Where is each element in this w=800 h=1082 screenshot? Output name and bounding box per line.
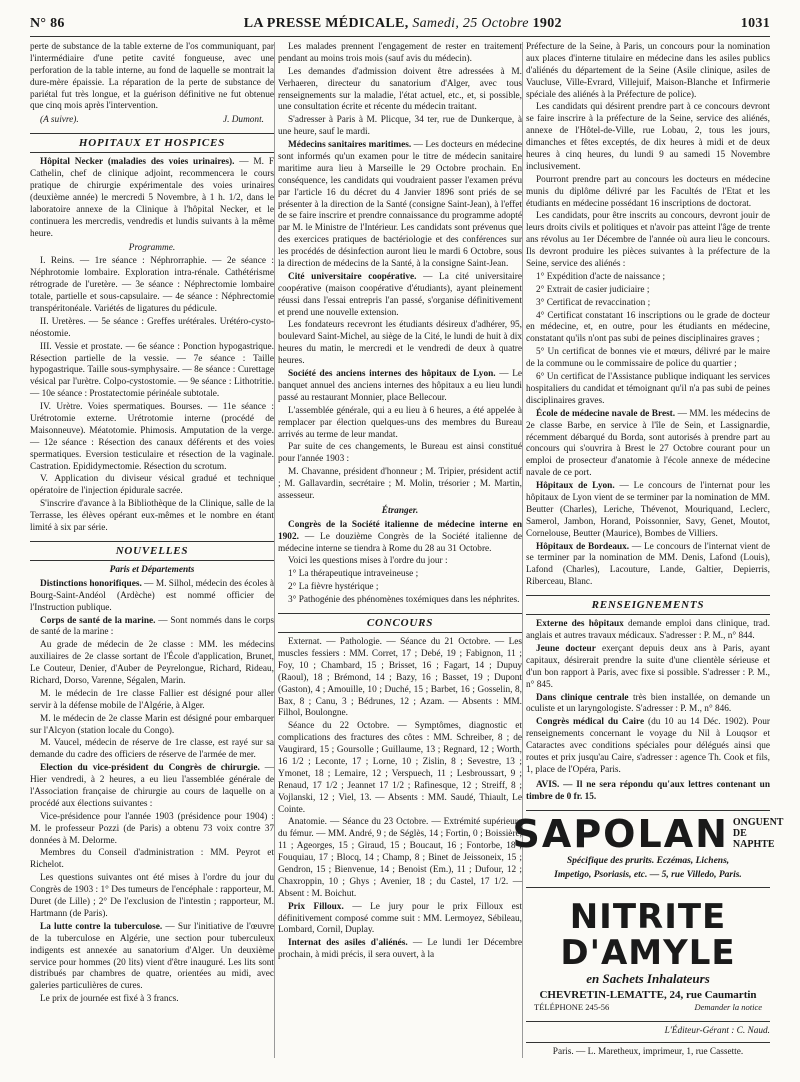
article-paragraph: Par suite de ces changements, le Bureau est ainsi constitué pour l'année 1903 : [278, 442, 522, 465]
to-be-continued: (A suivre). [40, 115, 79, 126]
list-item: 2° La fièvre hystérique ; [288, 582, 379, 593]
article-paragraph: M. Chavanne, président d'honneur ; M. Tripier, président actif ; M. Gallavardin, secrétaire ; M. Molin, trésorier ; M. Martin, assesseur. [278, 467, 522, 501]
article-tuberculose [30, 922, 274, 993]
nitrite-contact-row [526, 1002, 770, 1013]
column-left [30, 42, 274, 1058]
ad-heading: Congrès médical du Caire [536, 717, 645, 728]
programme-item: IV. Urètre. Voies spermatiques. Bourses. — 11e séance : Urétrotomie externe. Urétrotomie interne (procédé de Maisonneuve). Méatotomie. Phimosis. Amputation de la verge. — 12e séance : Résection des canaux déférents et des voies spermatiques. Eversion testiculaire et résection de la vaginale. Castration. Epididymectomie. Résection du scrotum. [30, 402, 274, 472]
article-cite-universitaire [278, 272, 522, 320]
ad-body: exerçant depuis deux ans à Paris, ayant capitaux, désirerait prendre la suite d'une clientèle sérieuse et d'un bon rapport à Paris, avec fixe si possible. S'adresser : P. M., n° 845. [526, 643, 771, 690]
article-paragraph: Anatomie. — Séance du 23 Octobre. — Extrémité supérieure du fémur. — MM. André, 9 ; de Séglès, 14 ; Fortin, 0 ; Boissière, 11 ; Ageorges, 15 ; Giraud, 15 ; Boucaut, 16 ; Fontorbe, 18 ; Fouquiau, 17 ; Blocq, 14 ; Champ, 8 ; Binet de Jeissoneix, 15 ; Gendron, 15 ; Bienvenue, 14 ; Benoist (Em.), 11 ; Dufour, 12 ; Chaxroppin, 10 ; Ghys ; Avenier, 18 ; du Castel, 17 1/2. — Absent : M. Boichut. [278, 817, 522, 899]
article-body: — Le jury pour le prix Filloux est définitivement composé comme suit : MM. Lermoyez, Sébileau, Lombard, Cornil, Duplay. [278, 901, 522, 936]
article-paragraph: Externat. — Pathologie. — Séance du 21 Octobre. — Les muscles fessiers : MM. Corret, 17 ; Debé, 19 ; Fabignon, 11 ; Foy, 10 ; Chambard, 15 ; Brisset, 16 ; Fagart, 14 ; Dupuy (Raoul), 18 ; Brémond, 14 ; Bazy, 16 ; Basset, 19 ; Dupont (Gaston), 4 ; Amouille, 10 ; Duché, 15 ; Barbet, 16 ; Gosselin, 8, Bax, 8 ; Canu, 3 ; Bédrunes, 12 ; Azam. — Absents : MM. Filhol, Boulongne. [278, 637, 522, 719]
article-heading: Hôpitaux de Bordeaux. [536, 541, 630, 552]
sapolan-title-row [512, 811, 784, 856]
article-prix-filloux [278, 902, 522, 938]
list-item: 1° Expédition d'acte de naissance ; [536, 271, 666, 282]
nitrite-subtitle: en Sachets Inhalateurs [586, 971, 710, 987]
sapolan-description: Spécifique des prurits. Eczémas, Lichens, [566, 855, 730, 866]
ad-heading: Externe des hôpitaux [536, 619, 624, 630]
section-title-hopitaux: HOPITAUX ET HOSPICES [30, 133, 274, 153]
article-paragraph: Les malades prennent l'engagement de rester en traitement pendant au moins trois mois (sauf avis du médecin). [278, 42, 522, 64]
article-paragraph: Pourront prendre part au concours les docteurs en médecine munis du diplôme délivré par les Facultés de l'Etat et les étudiants en médecine possédant 16 inscriptions de doctorat. [526, 174, 770, 209]
classified-ad [526, 717, 770, 776]
sapolan-side-line: ONGUENT [732, 817, 784, 829]
article-heading: Election du vice-président du Congrès de chirurgie. [40, 763, 260, 774]
list-item: 6° Un certificat de l'Assistance publique indiquant les services hospitaliers du candidat et témoignant qu'il n'a pas subi de peines disciplinaires graves. [526, 372, 770, 406]
header-rule [30, 36, 770, 37]
article-election [30, 763, 274, 811]
article-signature [30, 115, 274, 127]
footer-rule [526, 1042, 770, 1043]
subsection-title: Étranger. [381, 505, 419, 516]
article-body: — Le concours de l'internat pour les hôpitaux de Lyon vient de se terminer par la nomination de MM. Beutter (Charles), Leriche, Thévenot, Mouriquand, Leclerc, Samerol, Jambon, Horand, Poissonnier, Savy, Genet, Moutot, Cornelouse, Beutter (Maurice), Bombes de Villiers. [526, 481, 770, 539]
article-paragraph: M. Vaucel, médecin de réserve de 1re classe, est rayé sur sa demande du cadre des officiers de réserve de l'armée de mer. [30, 738, 274, 761]
advertisement-nitrite [526, 887, 770, 1013]
issue-date: Samedi, 25 Octobre [412, 16, 529, 31]
programme-item: I. Reins. — 1re séance : Néphrorraphie. — 2e séance : Néphrotomie lombaire. Exploration intra-rénale. Cathétérisme rétrograde de l'uretère. — 3e séance : Néphrectomie lombaire totale, partielle et sous-capsulaire. — 4e séance : Néphrectomie transpéritonéale. Variétés de ligatures du pédicule. [30, 256, 274, 314]
list-item: 3° Certificat de revaccination ; [536, 297, 651, 308]
article-paragraph: Préfecture de la Seine, à Paris, un concours pour la nomination aux places d'interne titulaire en médecine dans les asiles publics d'aliénés du département de la Seine (Asile clinique, asiles de Vaucluse, Ville-Evrard, Villejuif, Maison-Blanche et Infirmerie spéciale des aliénés à la Préfecture de police). [526, 42, 770, 100]
ad-body: (du 10 au 14 Déc. 1902). Pour renseignements concernant le voyage du Nil à Louqsor et Cataractes avec conditions spéciales pour délégués ainsi que routes et prix jusqu'au Caire, s'adresser : agence Th. Cook et fils, 1, place de l'Opéra, Paris. [526, 717, 770, 775]
subsection-title: Paris et Départements [109, 565, 195, 575]
article-body: — La cité universitaire coopérative (maison coopérative d'étudiants), ayant pleinement réussi dans l'essai entrepris l'an passé, s'organise définitivement et prend une nouvelle extension. [278, 271, 522, 318]
advertisement-sapolan [512, 810, 784, 881]
list-item: 3° Pathogénie des phénomènes toxémiques dans les néphrites. [288, 595, 520, 606]
ad-heading: Jeune docteur [536, 643, 596, 654]
section-title-concours: CONCOURS [278, 613, 522, 633]
section-title-renseignements: RENSEIGNEMENTS [526, 595, 770, 615]
article-paragraph: L'assemblée générale, qui a eu lieu à 6 heures, a été appelée à remplacer par élection quelques-uns des membres du Bureau arrivés au terme de leur mandat. [278, 405, 522, 440]
article-body: — M. Silhol, médecin des écoles à Bourg-Saint-Andéol (Ardèche) est nommé officier de l'Instruction publique. [30, 578, 274, 613]
article-heading: Corps de santé de la marine. [40, 615, 156, 626]
article-hopitaux-lyon [526, 481, 770, 540]
article-paragraph: Les candidats, pour être inscrits au concours, devront jouir de leurs droits civils et politiques et n'avoir pas atteint l'âge de trente ans révolus au 1er Décembre de l'année où aura lieu le concours. Ils devront produire les pièces suivantes à la préfecture de la Seine, service des aliénés : [526, 211, 770, 270]
continued-article-text: perte de substance de la table externe de l'os communiquant, par l'intermédiaire d'une petite cavité fongueuse, avec une perforation de la table interne, au fond de laquelle se montrait la dure-mère épaissie. La réparation de la perte de substance de pariétal fut très longue, et la guérison définitive ne fut obtenue que cinq mois après l'intervention. [30, 42, 274, 112]
publisher-footer [526, 1021, 770, 1059]
article-paragraph: Les fondateurs recevront les étudiants désireux d'adhérer, 95, boulevard Saint-Michel, au siège de la Cité, le lundi de huit à dix heures du matin, le mercredi et le vendredi de deux à quatre heures. [278, 320, 522, 367]
avis-notice: AVIS. — Il ne sera répondu qu'aux lettres contenant un timbre de 0 fr. 15. [526, 779, 770, 802]
article-heading: Hôpitaux de Lyon. [536, 481, 615, 492]
article-heading: Internat des asiles d'aliénés. [288, 938, 408, 949]
article-paragraph: Séance du 22 Octobre. — Symptômes, diagnostic et complications des fractures des côtes : MM. Schreiber, 8 ; de Vaugirard, 15 ; Goursolle ; Guillaume, 13 ; Regnard, 12 ; Worth, 16 1/2 ; Leconte, 17 ; Lorne, 10 ; Zislin, 8 ; Sevestre, 13 ; Ymonet, 18 ; Lemaire, 12 ; Verspuech, 11 ; Lesbroussart, 9 ; Renaud, 17 1/2 ; Jeannet 17 1/2 ; Rafinesque, 12 ; Streiff, 8 ; Vojlanski, 12 ; Viel, 13. — Absents : MM. Saudé, Thiault, Le Cointe. [278, 721, 522, 815]
article-body: — Le concours de l'internat vient de se terminer par la nomination de MM. Denis, Lafond (Louis), Lafond (Charles), Lacouture, Lande, Galtier, Depierris, Riberceau, Blanc. [526, 541, 770, 588]
article-internat-asiles [278, 938, 522, 962]
article-paragraph: Vice-présidence pour l'année 1903 (présidence pour 1904) : M. le professeur Pozzi (de Paris) a obtenu 73 voix contre 37 données à M. Delorme. [30, 811, 274, 846]
sapolan-side-line: DE NAPHTE [732, 828, 775, 851]
article-heading: Cité universitaire coopérative. [288, 271, 417, 282]
editor-line: L'Éditeur-Gérant : C. Naud. [664, 1025, 770, 1036]
article-distinctions [30, 579, 274, 615]
article-paragraph: Le prix de journée est fixé à 3 francs. [40, 994, 179, 1005]
column-separator [522, 42, 523, 1058]
page-header [30, 16, 770, 34]
nitrite-address: CHEVRETIN-LEMATTE, 24, rue Caumartin [539, 988, 757, 1001]
article-body: — Le banquet annuel des anciens internes des hôpitaux a eu lieu lundi passé au restaurant Monnier, place Bellecour. [278, 369, 522, 403]
article-paragraph: Les questions suivantes ont été mises à l'ordre du jour du Congrès de 1903 : 1° Des tumeurs de l'encéphale : rapporteur, M. Duret (de Lille) ; 2° De l'exclusion de l'intestin ; rapporteur, M. Hartmann (de Paris). [30, 873, 274, 919]
column-middle [278, 42, 522, 1058]
article-ecole-brest [526, 409, 770, 480]
article-body: — Sont nommés dans le corps de santé de la marine : [30, 615, 274, 638]
article-author: J. Dumont. [222, 115, 264, 126]
printer-line: Paris. — L. Maretheux, imprimeur, 1, rue Cassette. [552, 1046, 744, 1057]
programme-heading: Programme. [128, 242, 176, 253]
page-number: 1031 [740, 16, 770, 31]
article-heading: Hôpital Necker (maladies des voies urinaires). [40, 157, 235, 168]
programme-item: V. Application du diviseur vésical gradué et technique opératoire de l'injection épidurale sacrée. [30, 474, 274, 497]
sapolan-subtitle [733, 817, 784, 850]
footer-rule [526, 1021, 770, 1022]
list-item: 4° Certificat constatant 16 inscriptions ou le grade de docteur en médecine, et, en outre, pour les étudiants en médecine, constatant qu'ils n'ont pas subi de peines disciplinaires graves ; [526, 310, 770, 345]
article-body: — MM. les médecins de 2e classe Barbe, en service à l'île de Sein, et Lassignardie, récemment débarqué du Borda, sont autorisés à prendre part au concours qui s'ouvrira à Brest le 27 Octobre courant pour un emploi de prosecteur d'anatomie à l'école annexe de médecine navale de ce port. [526, 408, 770, 479]
article-societe-internes [278, 369, 522, 405]
article-heading: Congrès de la Société italienne de médecine interne en 1902. [278, 519, 522, 542]
issue-year: 1902 [532, 16, 562, 31]
sapolan-name: SAPOLAN [512, 811, 729, 856]
article-heading: La lutte contre la tuberculose. [40, 921, 163, 932]
article-congres-italien [278, 520, 522, 556]
article-body: — M. F Cathelin, chef de clinique adjoint, recommencera le cours pratique de chirurgie expérimentale des voies urinaires (deuxième année) le mercredi 5 Novembre, à 1 h. 1/2, dans le laboratoire annexe de la Clinique à l'hôpital Necker, et le continuera les mercredis, vendredis et lundis suivants à la même heure. [30, 157, 274, 239]
article-body: — Le lundi 1er Décembre prochain, à midi précis, il sera ouvert, à la [278, 938, 522, 961]
article-medecins-sanitaires [278, 140, 522, 271]
classified-ad [526, 644, 770, 692]
article-corps-sante [30, 616, 274, 640]
sapolan-address: Impetigo, Psoriasis, etc. — 5, rue Villedo, Paris. [554, 869, 742, 880]
list-item: 1° La thérapeutique intraveineuse ; [288, 569, 419, 580]
column-separator [274, 42, 275, 1058]
issue-number: N° 86 [30, 16, 65, 31]
ad-body: demande emploi dans clinique, trad. anglais et autres travaux médicaux. S'adresser : P. M., n° 844. [526, 619, 770, 642]
article-necker [30, 157, 274, 240]
article-paragraph: Les demandes d'admission doivent être adressées à M. Verhaeren, directeur du sanatorium d'Alger, avec tous renseignements sur la maladie, l'état actuel, etc., et, si possible, une consultation écrite et récente du médecin traitant. [278, 66, 522, 113]
programme-item: II. Uretères. — 5e séance : Greffes urétérales. Urétéro-cysto-néostomie. [30, 316, 274, 339]
article-body: — Sur l'initiative de l'œuvre de la tuberculose en Algérie, une section pour tuberculeux indigents est annexée au sanatorium d'Alger. Un deuxième service pour hommes (20 lits) vient d'être inauguré. Les lits sont distribués par chambres de quatre, orientées au midi, avec galeries particulières de cures. [30, 921, 274, 992]
programme-item: III. Vessie et prostate. — 6e séance : Ponction hypogastrique. Résection partielle de la vessie. — 7e séance : Taille hypogastrique. Taille sous-symphysaire. — 8e séance : Curettage vésical par l'urètre. Colpo-cystostomie. — 9e séance : Lithotritie. — 10e séance : Prostatectomie périnéale subtotale. [30, 341, 274, 400]
section-title-nouvelles: NOUVELLES [30, 541, 274, 561]
inscription-note: S'inscrire d'avance à la Bibliothèque de la Clinique, salle de la Terrasse, les élèves opérant eux-mêmes et le nombre en étant limité à six par série. [30, 499, 274, 534]
classified-ad [526, 619, 770, 643]
article-body: — Le douzième Congrès de la Société italienne de médecine interne se tiendra à Rome du 28 au 31 Octobre. [278, 531, 523, 554]
article-heading: École de médecine navale de Brest. [536, 408, 676, 419]
article-paragraph: Voici les questions mises à l'ordre du jour : [288, 556, 448, 567]
article-heading: Prix Filloux. [288, 901, 344, 912]
article-paragraph: Membres du Conseil d'administration : MM. Peyrot et Richelot. [30, 848, 274, 871]
article-heading: Distinctions honorifiques. [40, 578, 142, 589]
article-hopitaux-bordeaux [526, 542, 770, 590]
journal-title-line [244, 16, 562, 32]
article-paragraph: S'adresser à Paris à M. Plicque, 34 ter, rue de Dunkerque, à une heure, sauf le mardi. [278, 115, 522, 138]
list-item: 5° Un certificat de bonnes vie et mœurs, délivré par le maire de la commune ou le commissaire de police du quartier ; [526, 347, 770, 370]
article-body: — Hier vendredi, à 2 heures, a eu lieu l'assemblée générale de l'Association française de chirurgie au cours de laquelle on a procédé aux élections suivantes : [30, 763, 275, 809]
article-paragraph: M. le médecin de 2e classe Marin est désigné pour embarquer sur l'Alcyon (station locale du Congo). [30, 713, 274, 736]
ad-heading: Dans clinique centrale [536, 692, 629, 703]
article-paragraph: M. le médecin de 1re classe Fallier est désigné pour aller servir à la défense mobile de l'Algérie, à Alger. [30, 688, 274, 711]
article-paragraph: Les candidats qui désirent prendre part à ce concours devront se faire inscrire à la préfecture de la Seine, service des aliénés, annexe de l'Hôtel-de-Ville, rue Lobau, 2, tous les jours, dimanches et fêtes exceptés, de dix heures à midi et de deux heures à cinq heures, du lundi 9 au samedi 15 Novembre inclusivement. [526, 102, 770, 172]
list-item: 2° Extrait de casier judiciaire ; [536, 284, 650, 295]
nitrite-telephone: TÉLÉPHONE 245-56 [534, 1001, 610, 1012]
article-paragraph: Au grade de médecin de 2e classe : MM. les médecins auxiliaires de 2e classe sortant de l'École d'application, Brunet, Le Couteur, Denier, d'Auber de Peyrelongue, Richard, Rideau, Richard, Dorso, Varenne, Ségalen, Marin. [30, 640, 274, 687]
ad-body: très bien installée, on demande un oculiste et un laryngologiste. S'adresser : P. M., n° 846. [526, 692, 770, 715]
article-heading: Société des anciens internes des hôpitaux de Lyon. [288, 369, 496, 380]
nitrite-notice: Demander la notice [694, 1001, 762, 1012]
column-right [512, 42, 784, 1058]
classified-ad [526, 693, 770, 717]
article-body: — Les docteurs en médecine sont informés qu'un examen pour le titre de médecin sanitaire maritime aura lieu à Marseille le 29 Octobre prochain. En conséquence, les candidats qui voudraient passer l'examen prévu par l'article 16 du décret du 4 Janvier 1896 sont priés de se présenter à la direction de la Santé (consigne Saint-Jean), à l'effet de se faire inscrire et prendre connaissance du programme adopté par M. le Ministre de l'Intérieur. Les candidats sont prévenus que des exercices pratiques de bactériologie et des conférences sur les procédés de désinfection auront lieu le mardi 6 Octobre, sous la direction de médecins de la Santé, à la consigne Saint-Jean. [278, 140, 522, 270]
journal-title: LA PRESSE MÉDICALE, [243, 16, 409, 31]
nitrite-name: NITRITE D'AMYLE [560, 896, 736, 973]
article-heading: Médecins sanitaires maritimes. [288, 140, 412, 151]
